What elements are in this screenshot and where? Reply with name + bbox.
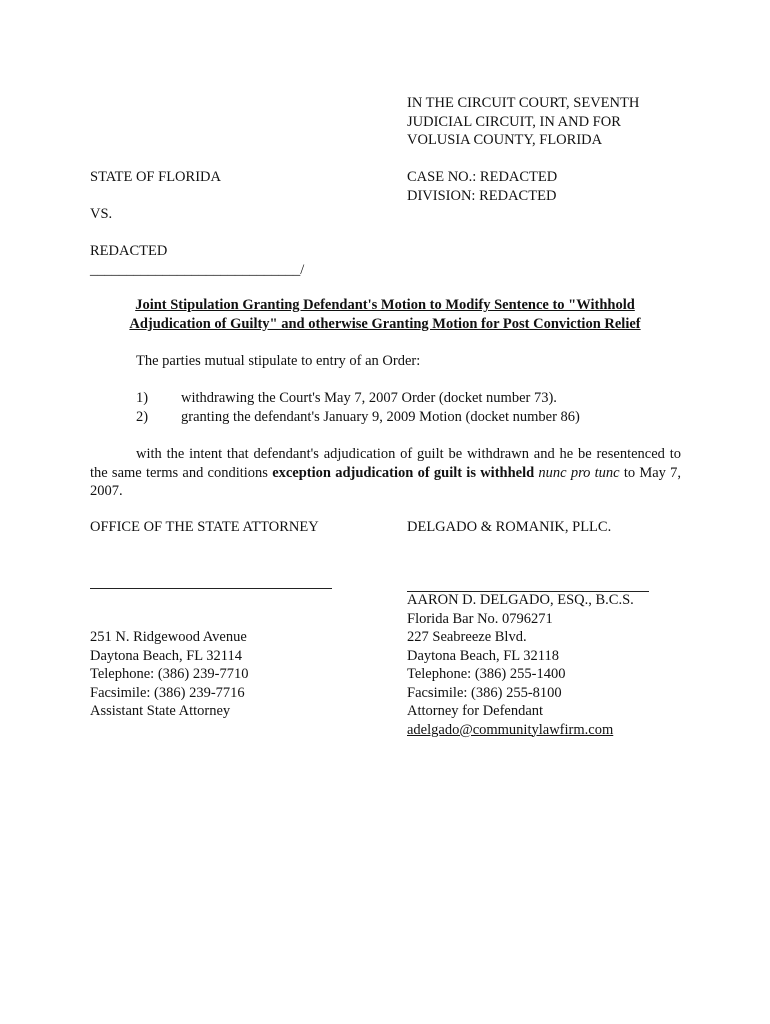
paragraph-text: with the intent that defendant's adjudication of guilt be withdrawn and he be resentenced to the same terms and conditions: [90, 446, 681, 481]
title-line: Joint Stipulation Granting Defendant's Motion to Modify Sentence to "Withhold: [135, 297, 635, 313]
caption-rule: _____________________________/: [90, 262, 305, 278]
list-number: 2): [136, 408, 149, 425]
address-city: Daytona Beach, FL 32114: [90, 647, 242, 664]
role: Assistant State Attorney: [90, 703, 231, 719]
case-number: CASE NO.: REDACTED: [407, 169, 558, 185]
paragraph-bold: exception adjudication of guilt is withheld: [272, 464, 535, 481]
paragraph-italic: nunc pro tunc: [538, 464, 620, 481]
facsimile: Facsimile: (386) 255-8100: [407, 684, 562, 701]
division: DIVISION: REDACTED: [407, 187, 557, 204]
versus-label: VS.: [90, 206, 113, 222]
court-line: VOLUSIA COUNTY, FLORIDA: [407, 132, 603, 148]
address-city: Daytona Beach, FL 32118: [407, 647, 559, 664]
court-caption: [407, 94, 639, 150]
defense-firm: DELGADO & ROMANIK, PLLC.: [407, 519, 612, 535]
court-line: IN THE CIRCUIT COURT, SEVENTH: [407, 95, 640, 111]
bar-number: Florida Bar No. 0796271: [407, 610, 553, 627]
list-text: granting the defendant's January 9, 2009 Motion (docket number 86): [181, 408, 580, 425]
case-info: [407, 168, 557, 205]
defendant-name: REDACTED: [90, 243, 168, 259]
paragraph-end: to May 7, 2007.: [90, 464, 682, 499]
telephone: Telephone: (386) 255-1400: [407, 666, 566, 682]
signature-line-left: [90, 588, 332, 589]
attorney-name: AARON D. DELGADO, ESQ., B.C.S.: [407, 592, 634, 608]
list-text: withdrawing the Court's May 7, 2007 Order (docket number 73).: [181, 390, 557, 406]
title-line: Adjudication of Guilty" and otherwise Granting Motion for Post Conviction Relief: [129, 316, 641, 332]
document-title: [70, 296, 700, 334]
defense-signature-block: [407, 591, 634, 739]
facsimile: Facsimile: (386) 239-7716: [90, 684, 245, 701]
plaintiff-name: STATE OF FLORIDA: [90, 169, 221, 185]
address-street: 251 N. Ridgewood Avenue: [90, 629, 247, 645]
role: Attorney for Defendant: [407, 703, 544, 719]
list-number: 1): [136, 390, 149, 406]
address-street: 227 Seabreeze Blvd.: [407, 629, 527, 645]
email-link[interactable]: adelgado@communitylawfirm.com: [407, 721, 614, 738]
state-attorney-office: OFFICE OF THE STATE ATTORNEY: [90, 519, 319, 535]
state-signature-block: [90, 628, 248, 721]
telephone: Telephone: (386) 239-7710: [90, 666, 249, 682]
court-line: JUDICIAL CIRCUIT, IN AND FOR: [407, 113, 621, 130]
intro-text: The parties mutual stipulate to entry of an Order:: [136, 353, 421, 369]
body-paragraph: [90, 445, 681, 501]
